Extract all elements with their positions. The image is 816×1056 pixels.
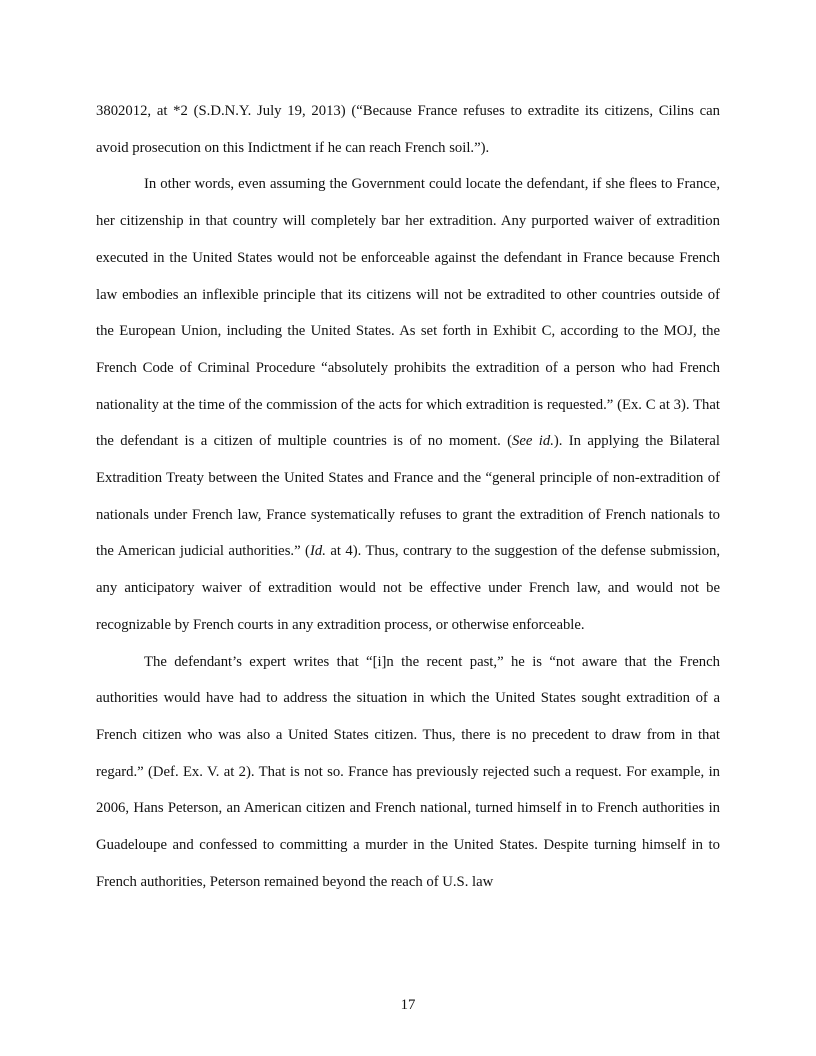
paragraph bbox=[96, 644, 720, 901]
page-number: 17 bbox=[400, 997, 416, 1013]
citation-italic: Id. bbox=[309, 543, 326, 560]
paragraph-text: In other words, even assuming the Government could locate the defendant, if she flees to France, her citizenship in that country will completely bar her extradition. Any purported waiver of extradition executed in the United States would not be enforceable against the defendant in France because French law embodies an inflexible principle that its citizens will not be extradited to other countries outside of the European Union, including the United States. As set forth in Exhibit C, according to the MOJ, the French Code of Criminal Procedure “absolutely prohibits the extradition of a person who had French nationality at the time of the commission of the acts for which extradition is requested.” (Ex. C at 3). That the defendant is a citizen of multiple countries is of no moment. ( bbox=[96, 176, 720, 450]
paragraph-text: ). In applying the Bilateral Extradition Treaty between the United States and France and the “general principle of non-extradition of nationals under French law, France systematically refuses to grant the extradition of French nationals to the American judicial authorities.” ( bbox=[96, 433, 721, 560]
paragraph-text: at 4). Thus, contrary to the suggestion of the defense submission, any anticipatory waiver of extradition would not be effective under French law, and would not be recognizable by French courts in any extradition process, or otherwise enforceable. bbox=[96, 543, 720, 633]
paragraph bbox=[96, 166, 720, 643]
paragraph-text: The defendant’s expert writes that “[i]n the recent past,” he is “not aware that the French authorities would have had to address the situation in which the United States sought extradition of a French citizen who was also a United States citizen. Thus, there is no precedent to draw from in that regard.” (Def. Ex. V. at 2). That is not so. France has previously rejected such a request. For example, in 2006, Hans Peterson, an American citizen and French national, turned himself in to French authorities in Guadeloupe and confessed to committing a murder in the United States. Despite turning himself in to French authorities, Peterson remained beyond the reach of U.S. law bbox=[96, 653, 720, 890]
citation-italic: See id. bbox=[512, 433, 554, 450]
paragraph-text: 3802012, at *2 (S.D.N.Y. July 19, 2013) (“Because France refuses to extradite its citizens, Cilins can avoid prosecution on this Indictment if he can reach French soil.”). bbox=[96, 103, 720, 156]
paragraph bbox=[96, 93, 720, 166]
body-text bbox=[96, 93, 720, 900]
